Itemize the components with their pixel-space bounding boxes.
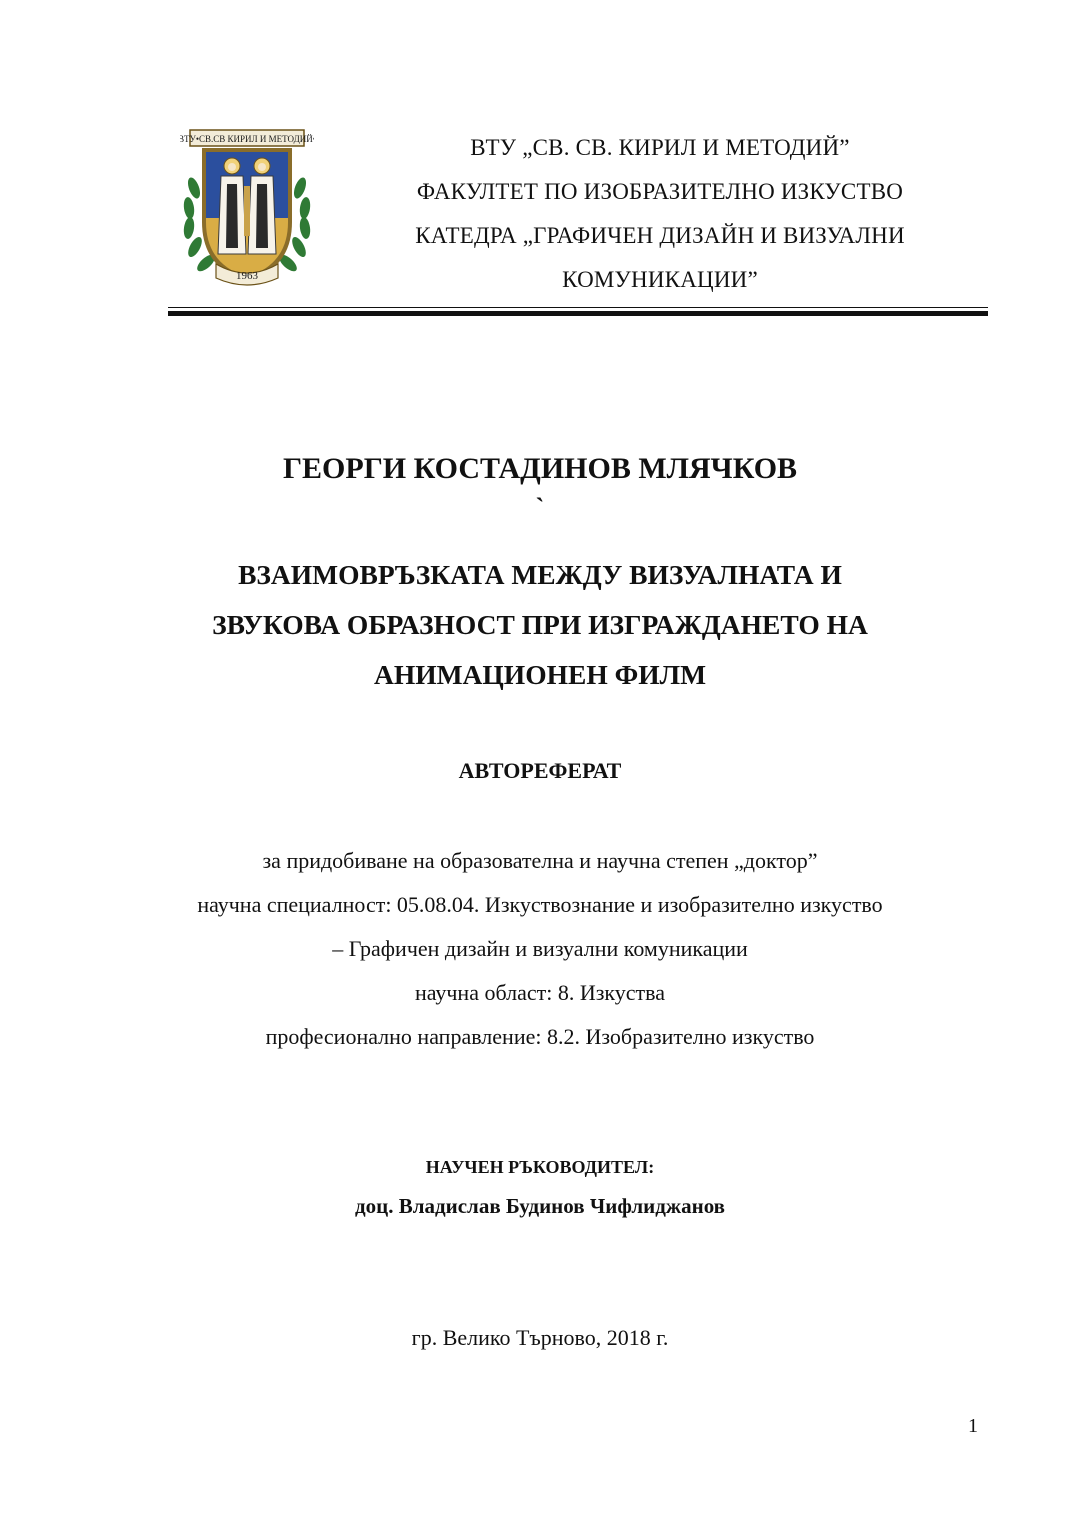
supervisor-name: доц. Владислав Будинов Чифлиджанов: [354, 1194, 726, 1218]
header-divider-thin: [168, 307, 988, 308]
thesis-title-line2: ЗВУКОВА ОБРАЗНОСТ ПРИ ИЗГРАЖДАНЕТО НА: [212, 609, 868, 640]
degree-line2: научна специалност: 05.08.04. Изкуствознание и изобразително изкуство: [197, 892, 883, 917]
thesis-title: [0, 550, 1080, 700]
thesis-title-line1: ВЗАИМОВРЪЗКАТА МЕЖДУ ВИЗУАЛНАТА И: [238, 559, 842, 590]
university-crest: [180, 126, 314, 292]
degree-line1: за придобиване на образователна и научна степен „доктор”: [262, 848, 818, 873]
place-date: гр. Велико Търново, 2018 г.: [411, 1325, 669, 1350]
supervisor-label: НАУЧЕН РЪКОВОДИТЕЛ:: [425, 1157, 655, 1177]
faculty-name: ФАКУЛТЕТ ПО ИЗОБРАЗИТЕЛНО ИЗКУСТВО: [416, 179, 904, 204]
institution-header: [330, 126, 990, 302]
svg-text:ВТУ•СВ.СВ КИРИЛ И МЕТОДИЙ•: ВТУ•СВ.СВ КИРИЛ И МЕТОДИЙ•: [180, 134, 314, 144]
page-number: 1: [968, 1415, 978, 1437]
degree-line5: професионално направление: 8.2. Изобразително изкуство: [265, 1024, 815, 1049]
document-type: АВТОРЕФЕРАТ: [458, 758, 622, 783]
department-name-line1: КАТЕДРА „ГРАФИЧЕН ДИЗАЙН И ВИЗУАЛНИ: [415, 223, 905, 248]
thesis-title-line3: АНИМАЦИОНЕН ФИЛМ: [373, 659, 707, 690]
degree-info: [0, 839, 1080, 1059]
university-name: ВТУ „СВ. СВ. КИРИЛ И МЕТОДИЙ”: [470, 135, 850, 160]
svg-text:1963: 1963: [236, 270, 258, 282]
crest-icon: [180, 126, 314, 292]
degree-line4: научна област: 8. Изкуства: [414, 980, 666, 1005]
author-name: ГЕОРГИ КОСТАДИНОВ МЛЯЧКОВ: [282, 452, 798, 485]
stray-mark: `: [535, 493, 545, 522]
degree-line3: – Графичен дизайн и визуални комуникации: [332, 936, 748, 961]
department-name-line2: КОМУНИКАЦИИ”: [562, 267, 758, 292]
header-divider-thick: [168, 311, 988, 316]
